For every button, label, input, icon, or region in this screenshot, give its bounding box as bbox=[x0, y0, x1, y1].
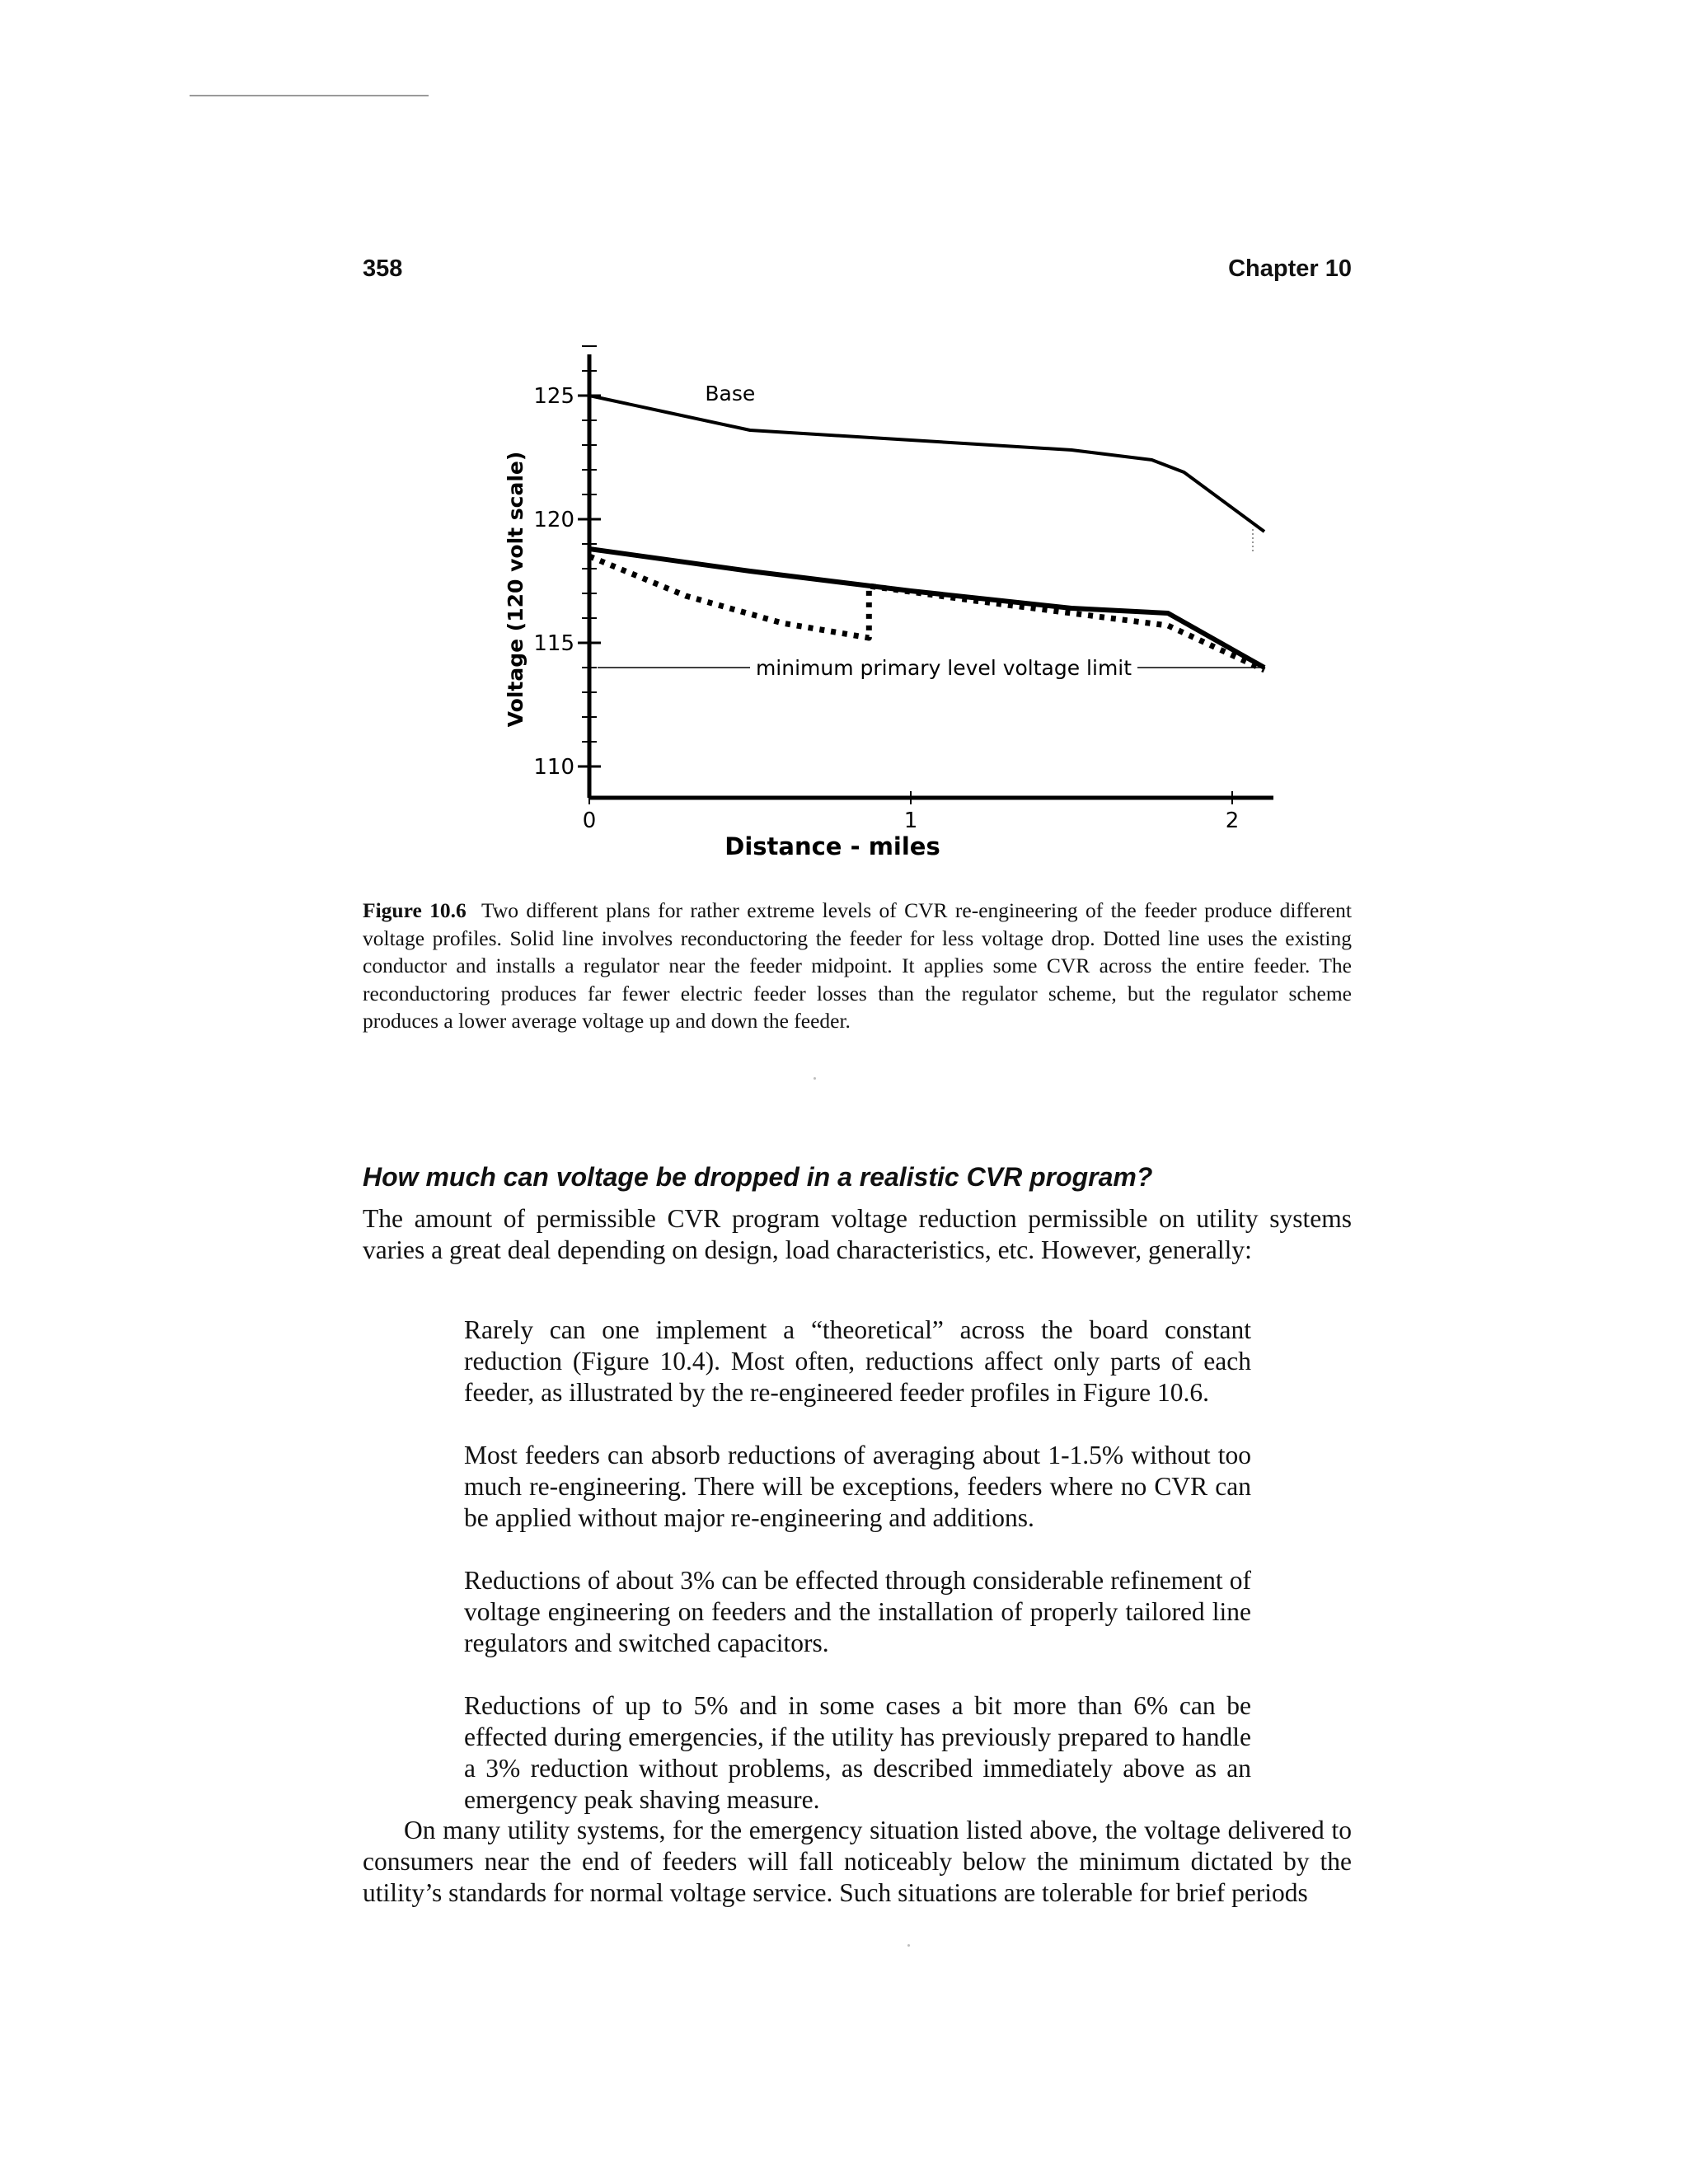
voltage-profile-chart bbox=[486, 321, 1294, 865]
chart-labels-layer bbox=[504, 382, 1239, 860]
scan-speck bbox=[907, 1944, 910, 1947]
scan-artifact-rule bbox=[190, 95, 429, 96]
page-header bbox=[363, 255, 1352, 288]
figure-label: Figure 10.6 bbox=[363, 898, 467, 922]
chart-series-layer bbox=[589, 396, 1265, 670]
list-item: Reductions of up to 5% and in some cases a bit more than 6% can be effected during emergencies, if the utility has previously prepared to handle a 3% reduction without problems, as described immediately above as an emergency peak shaving measure. bbox=[464, 1691, 1251, 1814]
y-tick-label: 115 bbox=[533, 631, 574, 656]
x-tick-label: 0 bbox=[582, 808, 597, 833]
series-line-1 bbox=[589, 549, 1264, 668]
chapter-title: Chapter 10 bbox=[1228, 255, 1352, 282]
y-tick-label: 110 bbox=[533, 755, 574, 780]
y-tick-label: 120 bbox=[533, 508, 574, 532]
base-series-label: Base bbox=[705, 382, 756, 405]
min-voltage-limit-label: minimum primary level voltage limit bbox=[755, 656, 1132, 680]
list-item: Rarely can one implement a “theoretical” across the board constant reduction (Figure 10.4). Most often, reductions affect only parts of each feeder, as illustrated by the re-engineered feeder profiles in Figure 10.6. bbox=[464, 1315, 1251, 1407]
section-heading: How much can voltage be dropped in a realistic CVR program? bbox=[363, 1162, 1153, 1192]
closing-paragraph: On many utility systems, for the emergency situation listed above, the voltage delivered to consumers near the end of feeders will fall noticeably below the minimum dictated by the utility’s standards for normal voltage service. Such situations are tolerable for brief periods bbox=[363, 1816, 1352, 1907]
figure-caption-text: Two different plans for rather extreme levels of CVR re-engineering of the feeder produce different voltage profiles. Solid line involves reconductoring the feeder for less voltage drop. Dotted line uses the existing conductor and installs a regulator near the feeder midpoint. It applies some CVR across the entire feeder. The reconductoring produces far fewer electric feeder losses than the regulator scheme, but the regulator scheme produces a lower average voltage up and down the feeder. bbox=[363, 898, 1352, 1033]
x-tick-label: 1 bbox=[903, 808, 918, 833]
y-axis-title: Voltage (120 volt scale) bbox=[504, 451, 528, 728]
series-line-0 bbox=[589, 396, 1264, 532]
intro-paragraph: The amount of permissible CVR program voltage reduction permissible on utility systems varies a great deal depending on design, load characteristics, etc. However, generally: bbox=[363, 1204, 1352, 1264]
list-item: Most feeders can absorb reductions of averaging about 1-1.5% without too much re-engineering. There will be exceptions, feeders where no CVR can be applied without major re-engineering and additions. bbox=[464, 1441, 1251, 1532]
y-tick-label: 125 bbox=[533, 384, 574, 409]
x-tick-label: 2 bbox=[1225, 808, 1240, 833]
page-number: 358 bbox=[363, 255, 403, 282]
scan-speck bbox=[814, 1077, 816, 1080]
list-item: Reductions of about 3% can be effected through considerable refinement of voltage engineering on feeders and the installation of properly tailored line regulators and switched capacitors. bbox=[464, 1566, 1251, 1657]
x-axis-title: Distance - miles bbox=[724, 832, 940, 860]
figure-caption bbox=[363, 897, 1352, 1035]
